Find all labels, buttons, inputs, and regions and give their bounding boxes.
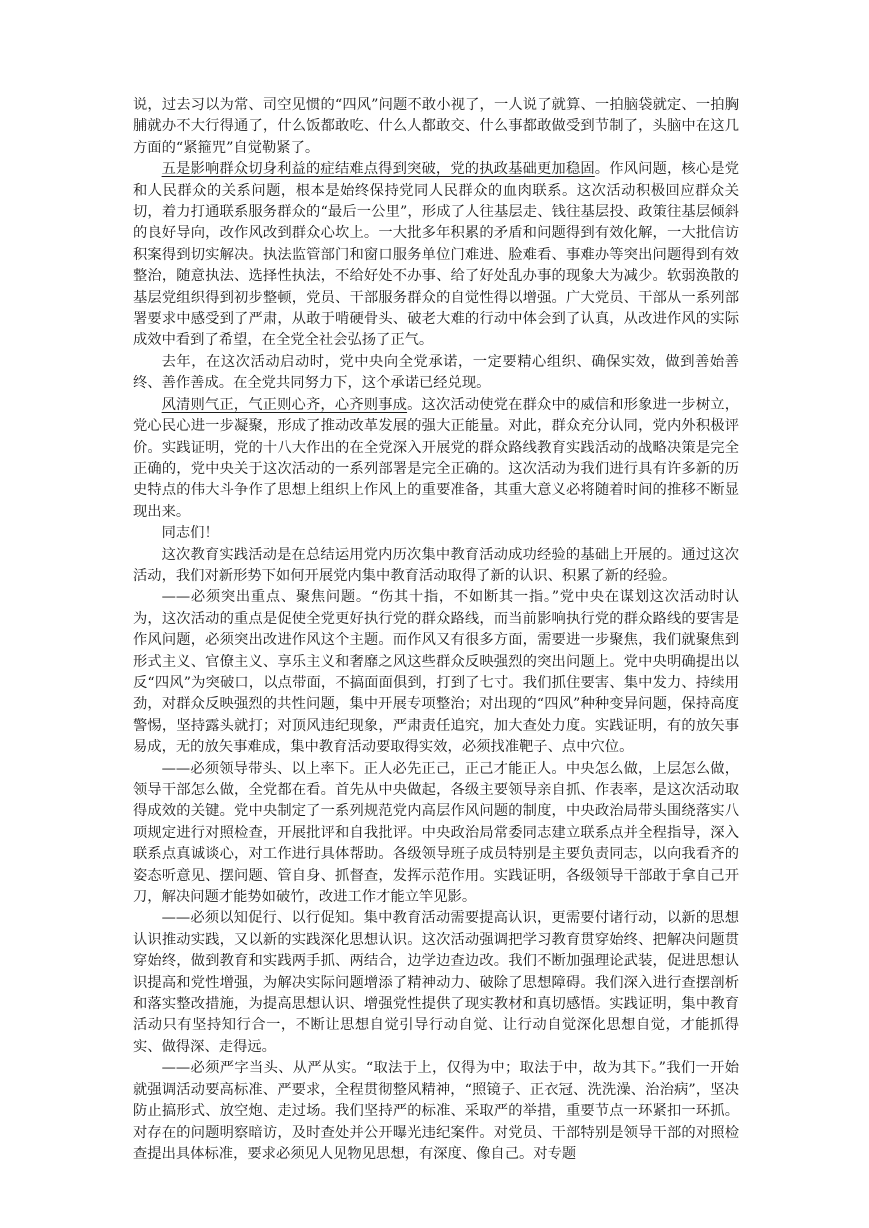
paragraph-9: [133, 908, 739, 1058]
paragraph-text: 去年，在这次活动启动时，党中央向全党承诺，一定要精心组织、确保实效，做到善始善终、善作善成。在全党共同努力下，这个承诺已经兑现。: [133, 353, 739, 392]
paragraph-text: ——必须严字当头、从严从实。“取法于上，仅得为中；取法于中，故为其下。”我们一开始就强调活动要高标准、严要求，全程贯彻整风精神，“照镜子、正衣冠、洗洗澡、治治病”，坚决防止搞形式、放空炮、走过场。我们坚持严的标准、采取严的举措，重要节点一环紧扣一环抓。对存在的问题明察暗访，及时查处并公开曝光违纪案件。对党员、干部特别是领导干部的对照检查提出具体标准，要求必须见人见物见思想，有深度、像自己。对专题: [133, 1060, 739, 1162]
paragraph-7: [133, 587, 739, 758]
document-page: [133, 95, 739, 1165]
underlined-heading: 风清则气正，气正则心齐，心齐则事成: [161, 396, 408, 413]
paragraph-text: ——必须突出重点、聚焦问题。“伤其十指，不如断其一指。”党中央在谋划这次活动时认为，这次活动的重点是促使全党更好执行党的群众路线，而当前影响执行党的群众路线的要害是作风问题，必须突出改进作风这个主题。而作风又有很多方面，需要进一步聚焦，我们就聚焦到形式主义、官僚主义、享乐主义和奢靡之风这些群众反映强烈的突出问题上。党中央明确提出以反“四风”为突破口，以点带面，不搞面面俱到，打到了七寸。我们抓住要害、集中发力、持续用劲，对群众反映强烈的共性问题，集中开展专项整治；对出现的“四风”种种变异问题，保持高度警惕，坚持露头就打；对顶风违纪现象，严肃责任追究，加大查处力度。实践证明，有的放矢事易成，无的放矢事难成，集中教育活动要取得实效，必须找准靶子、点中穴位。: [133, 589, 739, 756]
paragraph-text: 这次教育实践活动是在总结运用党内历次集中教育活动成功经验的基础上开展的。通过这次活动，我们对新形势下如何开展党内集中教育活动取得了新的认识、积累了新的经验。: [133, 546, 739, 584]
paragraph-2: [133, 159, 739, 352]
paragraph-text: ——必须以知促行、以行促知。集中教育活动需要提高认识，更需要付诸行动，以新的思想认识推动实践，又以新的实践深化思想认识。这次活动强调把学习教育贯穿始终、把解决问题贯穿始终，做到教育和实践两手抓、两结合，边学边查边改。我们不断加强理论武装，促进思想认识提高和党性增强，为解决实际问题增添了精神动力、破除了思想障碍。我们深入进行查摆剖析和落实整改措施，为提高思想认识、增强党性提供了现实教材和真切感悟。实践证明，集中教育活动只有坚持知行合一，不断让思想自觉引导行动自觉、让行动自觉深化思想自觉，才能抓得实、做得深、走得远。: [133, 910, 739, 1055]
paragraph-5: [133, 523, 739, 544]
paragraph-4: [133, 395, 739, 523]
paragraph-10: [133, 1058, 739, 1165]
paragraph-text: 。作风问题，核心是党和人民群众的关系问题，根本是始终保持党同人民群众的血肉联系。这次活动积极回应群众关切，着力打通联系服务群众的“最后一公里”，形成了人往基层走、钱往基层投、政策往基层倾斜的良好导向，改作风改到群众心坎上。一大批多年积累的矛盾和问题得到有效化解，一大批信访积案得到切实解决。执法监管部门和窗口服务单位门难进、脸难看、事难办等突出问题得到有效整治，随意执法、选择性执法，不给好处不办事、给了好处乱办事的现象大为减少。软弱涣散的基层党组织得到初步整顿，党员、干部服务群众的自觉性得以增强。广大党员、干部从一系列部署要求中感受到了严肃，从敢于啃硬骨头、破老大难的行动中体会到了认真，从改进作风的实际成效中看到了希望，在全党全社会弘扬了正气。: [133, 161, 740, 349]
paragraph-3: [133, 352, 739, 395]
paragraph-text: ——必须领导带头、以上率下。正人必先正己，正己才能正人。中央怎么做，上层怎么做，领导干部怎么做，全党都在看。首先从中央做起，各级主要领导亲自抓、作表率，是这次活动取得成效的关键。党中央制定了一系列规范党内高层作风问题的制度，中央政治局带头围绕落实八项规定进行对照检查，开展批评和自我批评。中央政治局常委同志建立联系点并全程指导，深入联系点真诚谈心，对工作进行具体帮助。各级领导班子成员特别是主要负责同志，以向我看齐的姿态听意见、摆问题、管自身、抓督查，发挥示范作用。实践证明，各级领导干部敢于拿自己开刀，解决问题才能势如破竹，改进工作才能立竿见影。: [133, 760, 739, 906]
paragraph-6: [133, 545, 739, 588]
paragraph-text: 。这次活动使党在群众中的威信和形象进一步树立，党心民心进一步凝聚，形成了推动改革发展的强大正能量。对此，群众充分认同，党内外积极评价。实践证明，党的十八大作出的在全党深入开展党的群众路线教育实践活动的战略决策是完全正确的，党中央关于这次活动的一系列部署是完全正确的。这次活动为我们进行具有许多新的历史特点的伟大斗争作了思想上组织上作风上的重要准备，其重大意义必将随着时间的推移不断显现出来。: [133, 396, 740, 520]
paragraph-text: 说，过去习以为常、司空见惯的“四风”问题不敢小视了，一人说了就算、一拍脑袋就定、一拍胸脯就办不大行得通了，什么饭都敢吃、什么人都敢交、什么事都敢做受到节制了，头脑中在这几方面的“紧箍咒”自觉勒紧了。: [133, 97, 739, 156]
paragraph-8: [133, 759, 739, 909]
paragraph-1: [133, 95, 739, 159]
underlined-heading: 五是影响群众切身利益的症结难点得到突破，党的执政基础更加稳固: [161, 161, 595, 178]
paragraph-text: 同志们！: [161, 525, 219, 542]
